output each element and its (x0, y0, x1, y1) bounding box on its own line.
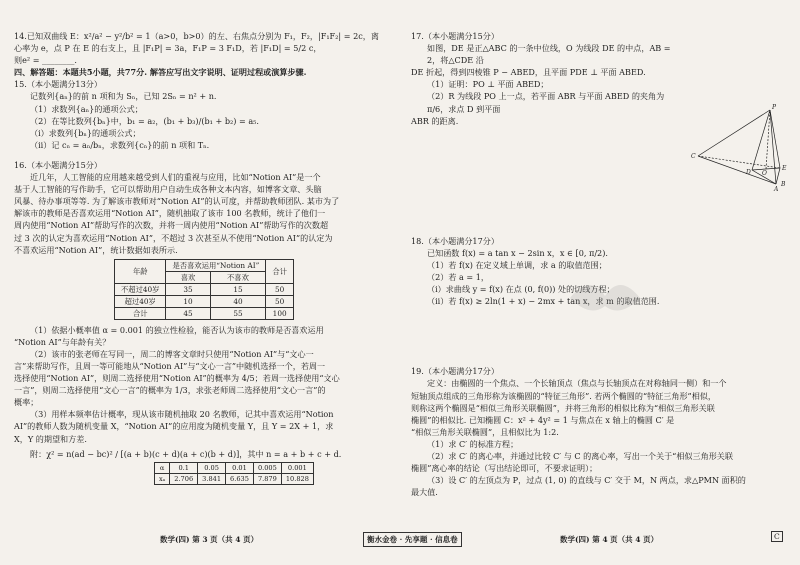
q16-line: （1）依据小概率值 α = 0.001 的独立性检验，能否认为该市的教师是否喜欢运用 (30, 324, 324, 335)
table-header-like: 喜欢 (166, 271, 210, 283)
q14-line: 则e² = ________. (14, 55, 78, 66)
table-cell: α (155, 462, 170, 473)
q16-line: 言”来帮助写作，且周一等可能地从“Notion AI”与“文心一言”中随机选择一个，若周一 (14, 360, 326, 371)
q16-line: 过 3 次的认定为喜欢运用“Notion AI”，不超过 3 次甚至从不使用“Notion AI”的认定为 (14, 232, 333, 243)
table-cell: 10.828 (281, 473, 313, 484)
q15-line: （2）在等比数列{bₙ}中，b₁ = a₂，(b₁ + b₃)/(b₁ + b₂) = a₅. (30, 115, 259, 126)
q16-line: 周内使用“Notion AI”帮助写作的次数，并将一周内使用“Notion AI”帮助写作的次数超 (14, 220, 329, 231)
watermark-logo (560, 268, 650, 328)
table-cell: 3.841 (198, 473, 226, 484)
table-row (115, 307, 294, 319)
table-row (115, 283, 294, 295)
table-cell: 100 (266, 307, 294, 319)
q18-line: （i）求曲线 y = f(x) 在点 (0, f(0)) 处的切线方程； (427, 284, 615, 295)
question-16 (14, 159, 396, 485)
question-15 (14, 78, 396, 151)
version-badge: C (771, 531, 783, 542)
table-header-dislike: 不喜欢 (210, 271, 266, 283)
q19-line: “相似三角形关联椭圆”，且相似比为 1:2. (411, 426, 559, 437)
table-cell: 10 (166, 295, 210, 307)
part4-header: 四、解答题：本题共5小题，共77分. 解答应写出文字说明、证明过程或演算步骤. (14, 67, 307, 78)
table-cell: 7.879 (253, 473, 281, 484)
q16-line: （3）用样本频率估计概率，现从该市随机抽取 20 名教师，记其中喜欢运用“Notion (30, 409, 334, 420)
table-cell: 0.005 (253, 462, 281, 473)
table-row (155, 462, 314, 473)
question-19 (411, 365, 789, 498)
q16-line: “Notion AI”与年龄有关？ (14, 336, 111, 347)
table-row (115, 295, 294, 307)
q16-line: AI”的教师人数为随机变量 X，“Notion AI”的应用度为随机变量 Y，且 Y = 2X + 1，求 (14, 421, 334, 432)
table-cell: 0.001 (281, 462, 313, 473)
q16-line: 解该市的教师是否喜欢运用“Notion AI”，随机抽取了该市 100 名教师，统计了他们一 (14, 208, 326, 219)
q19-line: （3）设 C′ 的左顶点为 P，过点 (1, 0) 的直线与 C′ 交于 M，N 两点，求△PMN 面积的 (427, 475, 746, 486)
question-14 (14, 30, 396, 66)
table-cell: 40 (210, 295, 266, 307)
q17-line: ABR 的距离. (411, 115, 459, 126)
fig-label-o: O (762, 170, 767, 177)
fig-label-p: P (772, 104, 777, 111)
q16-line: 近几年，人工智能的应用越来越受到人们的重视与应用，比如“Notion AI”是一个 (30, 172, 321, 183)
table-cell: 50 (266, 295, 294, 307)
table-header-group: 是否喜欢运用“Notion AI” (166, 259, 266, 271)
q19-title: 19.（本小题满分17分） (411, 366, 499, 377)
table-cell: 0.1 (170, 462, 198, 473)
q15-line: 记数列{aₙ}的前 n 项和为 Sₙ，已知 2Sₙ = n² + n. (30, 91, 217, 102)
footer-page-3: 数学(四) 第 3 页（共 4 页） (160, 535, 259, 544)
critical-value-table (154, 462, 314, 485)
q16-line: 不喜欢运用“Notion AI”，统计数据如表所示. (14, 244, 178, 255)
q19-line: 椭圆”的相似比. 已知椭圆 C：x² + 4y² = 1 与焦点在 x 轴上的椭圆 C′ 是 (411, 414, 675, 425)
q14-line: 14.已知双曲线 E：x²/a² − y²/b² = 1（a>0，b>0）的左、右焦点分别为 F₁，F₂，|F₁F₂| = 2c，离 (14, 31, 379, 41)
q15-line: （ii）记 cₙ = aₙ/bₙ，求数列{cₙ}的前 n 项和 Tₙ. (30, 139, 210, 150)
q17-line: （2）R 为线段 PO 上一点，若平面 ABR 与平面 ABED 的夹角为 π/6，求点 D 到平面 (427, 91, 665, 114)
q19-line: （2）求 C′ 的离心率，并通过比较 C′ 与 C 的离心率，写出一个关于“相似三角形关联 (427, 450, 733, 461)
q16-line: 一言”，则周二选择使用“文心一言”的概率为 1/3，求张老师周二选择使用“文心一言”的 (14, 385, 326, 396)
q18-line: （2）若 a = 1， (427, 272, 489, 283)
q15-line: （1）求数列{aₙ}的通项公式； (30, 103, 143, 114)
q19-line: 短轴顶点组成的三角形称为该椭圆的“特征三角形”. 若两个椭圆的“特征三角形”相似， (411, 390, 716, 401)
q19-line: 椭圆”离心率的结论（写出结论即可，不要求证明）； (411, 463, 598, 474)
q18-line: （ii）若 f(x) ≥ 2ln(1 + x) − 2mx + tan x，求 m 的取值范围. (427, 296, 660, 307)
q19-line: （1）求 C′ 的标准方程； (427, 438, 519, 449)
q18-line: （1）若 f(x) 在定义域上单调，求 a 的取值范围； (427, 259, 607, 270)
q16-line: 风暴、待办事项等等. 为了解该市教师对“Notion AI”的认可度，并帮助教师团队. 某市为了 (14, 196, 340, 207)
q17-line: （1）证明：PO ⊥ 平面 ABED； (427, 79, 549, 90)
table-cell: 0.05 (198, 462, 226, 473)
q16-line: （2）该市的张老师在写同一，周二的博客文章时只使用“Notion AI”与“文心一 (30, 348, 314, 359)
q17-line: 如图，DE 是正△ABC 的一条中位线，O 为线段 DE 的中点，AB = 2，将△CDE 沿 (427, 43, 671, 66)
table-row (155, 473, 314, 484)
q16-title: 16.（本小题满分15分） (14, 159, 102, 170)
chi-square-formula: 附：χ² = n(ad − bc)² / [(a + b)(c + d)(a + c)(b + d)]，其中 n = a + b + c + d. (30, 448, 342, 459)
table-cell: 45 (166, 307, 210, 319)
table-cell: 2.706 (170, 473, 198, 484)
table-header-age: 年龄 (115, 259, 166, 283)
table-cell: 合计 (115, 307, 166, 319)
table-header-total: 合计 (266, 259, 294, 283)
table-cell: 6.635 (226, 473, 254, 484)
q19-line: 则称这两个椭圆是“相似三角形关联椭圆”，并将三角形的相似比称为“相似三角形关联 (411, 402, 715, 413)
q19-line: 最大值. (411, 487, 438, 498)
q17-title: 17.（本小题满分15分） (411, 31, 499, 41)
q19-line: 定义：由椭圆的一个焦点、一个长轴顶点（焦点与长轴顶点在对称轴同一侧）和一个 (427, 378, 727, 389)
table-cell: 50 (266, 283, 294, 295)
q15-title: 15.（本小题满分13分） (14, 79, 102, 90)
table-cell: 不超过40岁 (115, 283, 166, 295)
fig-label-b: B (781, 181, 786, 188)
footer-page-4: 数学(四) 第 4 页（共 4 页） (560, 535, 659, 544)
q16-line: 基于人工智能的写作助手，它可以帮助用户自动生成各种文本内容，如博客文章、头脑 (14, 184, 322, 195)
q16-line: 概率； (14, 397, 39, 408)
q16-line: X，Y 的期望和方差. (14, 433, 87, 444)
q18-title: 18.（本小题满分17分） (411, 235, 499, 246)
q18-line: 已知函数 f(x) = a tan x − 2sin x，x ∈ [0, π/2). (427, 247, 608, 258)
center-stamp: 衡水金卷 · 先享题 · 信息卷 (363, 532, 462, 547)
fig-label-e: E (782, 165, 787, 172)
table-cell: 35 (166, 283, 210, 295)
fig-label-d: D (746, 169, 751, 176)
question-17 (411, 30, 686, 127)
q14-line: 心率为 e，点 P 在 E 的右支上，且 |F₁P| = 3a，F₁P = 3 F₁D，若 |F₁D| = 5/2 c， (14, 43, 322, 54)
table-cell: 15 (210, 283, 266, 295)
fig-label-c: C (691, 153, 696, 160)
table-cell: xₐ (155, 473, 170, 484)
table-cell: 0.01 (226, 462, 254, 473)
left-column (14, 30, 396, 485)
q17-line: DE 折起，得到四棱锥 P − ABED，且平面 PDE ⊥ 平面 ABED. (411, 67, 646, 78)
fig-label-a: A (774, 186, 779, 193)
pyramid-figure (690, 98, 790, 193)
survey-table (114, 259, 294, 320)
table-cell: 超过40岁 (115, 295, 166, 307)
table-cell: 55 (210, 307, 266, 319)
q16-line: 选择使用“Notion AI”，则周二选择使用“Notion AI”的概率为 4/5；若周一选择使用“文心 (14, 373, 340, 384)
q15-line: （i）求数列{bₙ}的通项公式； (30, 127, 141, 138)
